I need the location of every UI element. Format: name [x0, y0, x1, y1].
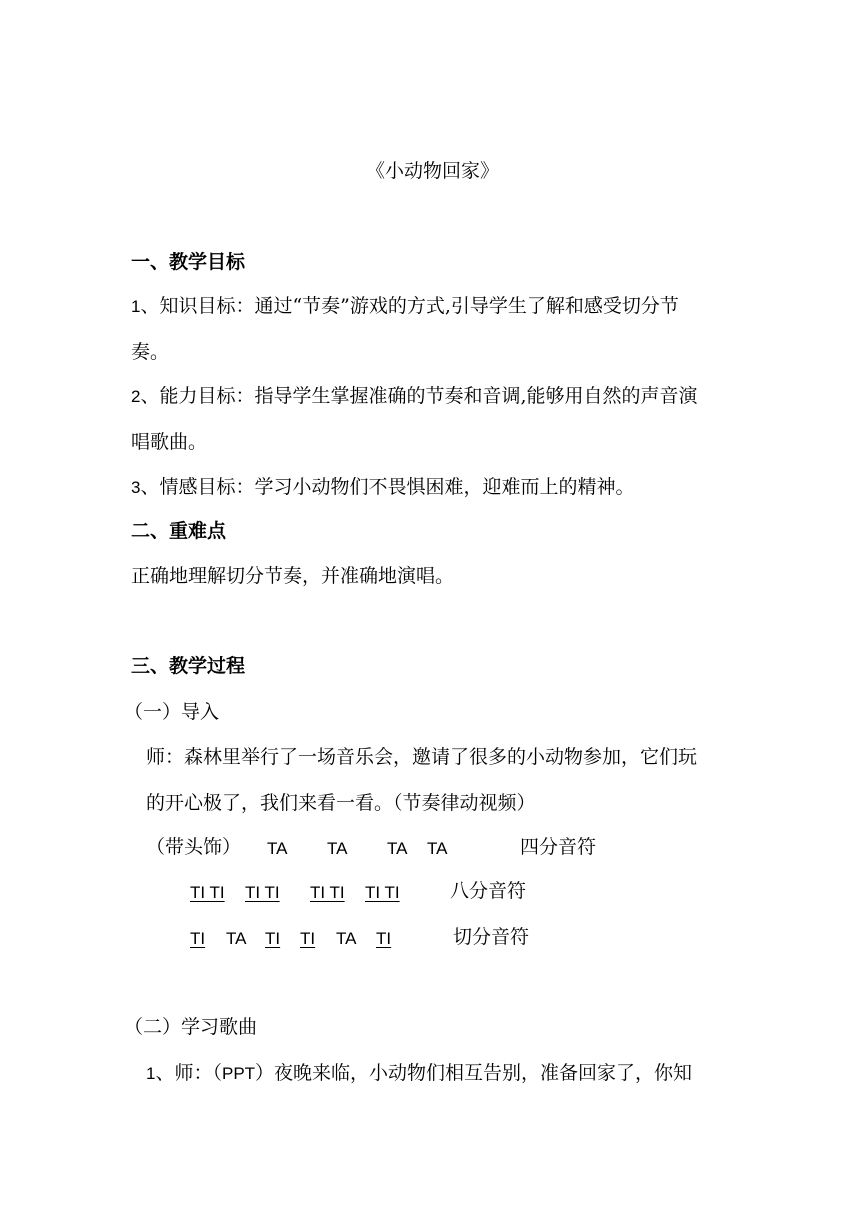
objective-knowledge	[131, 297, 679, 316]
intro-paragraph-line1: 师：森林里举行了一场音乐会，邀请了很多的小动物参加，它们玩	[146, 746, 698, 768]
learn-song-paragraph	[146, 1064, 692, 1083]
item-number: 1	[146, 1064, 156, 1083]
item-number: 1	[131, 297, 141, 316]
rhythm-token: TA	[327, 839, 348, 858]
rhythm-row-label: （带头饰）	[146, 836, 242, 858]
section-heading-process: 三、教学过程	[131, 655, 246, 677]
rhythm-token: TI TI	[365, 883, 400, 902]
objective-text: 、情感目标：学习小动物们不畏惧困难，迎难而上的精神。	[140, 476, 635, 498]
document-title: 《小动物回家》	[366, 160, 500, 182]
rhythm-token: TI TI	[310, 883, 345, 902]
rhythm-token: TI TI	[245, 883, 280, 902]
item-number: 2	[131, 387, 141, 406]
rhythm-token: TI	[265, 929, 281, 948]
objective-text: 、知识目标：通过“节奏”游戏的方式,引导学生了解和感受切分节	[140, 295, 679, 317]
objective-ability	[131, 387, 698, 406]
rhythm-token: TA	[267, 839, 288, 858]
rhythm-token: TA	[226, 929, 247, 948]
item-number: 3	[131, 478, 141, 497]
rhythm-token: TI TI	[190, 883, 225, 902]
objective-ability-cont: 唱歌曲。	[131, 431, 208, 453]
note-name-syncopation: 切分音符	[453, 926, 530, 948]
rhythm-token: TI	[376, 929, 392, 948]
section-heading-objectives: 一、教学目标	[131, 251, 246, 273]
note-name-eighth: 八分音符	[450, 880, 527, 902]
paragraph-text: ）夜晚来临，小动物们相互告别，准备回家了，你知	[255, 1062, 693, 1084]
rhythm-token: TI	[300, 929, 316, 948]
rhythm-token: TI	[190, 929, 206, 948]
rhythm-token: TA	[336, 929, 357, 948]
objective-knowledge-cont: 奏。	[131, 341, 170, 363]
subsection-heading-learn-song: （二）学习歌曲	[124, 1016, 258, 1038]
paragraph-text: 、师：（	[155, 1062, 222, 1084]
key-points-text: 正确地理解切分节奏，并准确地演唱。	[131, 565, 455, 587]
intro-paragraph-line2: 的开心极了，我们来看一看。（节奏律动视频）	[146, 792, 536, 814]
subsection-heading-intro: （一）导入	[124, 701, 220, 723]
rhythm-token: TA	[427, 839, 448, 858]
rhythm-token: TA	[387, 839, 408, 858]
note-name-quarter: 四分音符	[520, 836, 597, 858]
ppt-label: PPT	[221, 1064, 256, 1083]
objective-emotion	[131, 478, 634, 497]
objective-text: 、能力目标：指导学生掌握准确的节奏和音调,能够用自然的声音演	[140, 385, 698, 407]
section-heading-key-points: 二、重难点	[131, 520, 227, 542]
